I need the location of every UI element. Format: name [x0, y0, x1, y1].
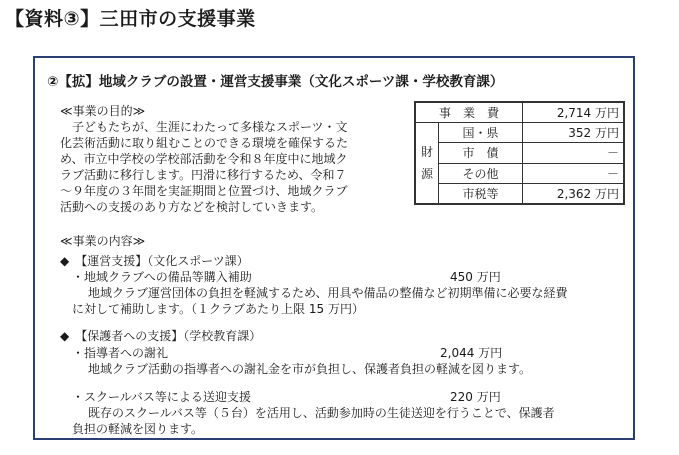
section-operation-support-title: ◆ 【運営支援】（文化スポーツ課）	[60, 254, 249, 268]
page-title: 【資料③】三田市の支援事業	[5, 8, 256, 30]
item-desc-line: 地域クラブ活動の指導者への謝礼金を市が負担し、保護者負担の軽減を図ります。	[88, 362, 532, 376]
purpose-line: ラブ活動に移行します。円滑に移行するため、令和７	[60, 168, 347, 182]
budget-source-label: 財源	[416, 123, 439, 204]
purpose-text	[60, 119, 348, 215]
budget-row-value: －	[523, 163, 624, 183]
purpose-line: め、市立中学校の学校部活動を令和８年度中に地域ク	[60, 152, 348, 166]
item-desc-line: 地域クラブ運営団体の負担を軽減するため、用具や備品の整備など初期準備に必要な経費	[88, 286, 568, 300]
budget-row-value: 2,362 万円	[523, 183, 624, 203]
content-heading: ≪事業の内容≫	[60, 234, 146, 248]
item-desc-line: 既存のスクールバス等（５台）を活用し、活動参加時の生徒送迎を行うことで、保護者	[88, 406, 555, 420]
item-name: ・指導者への謝礼	[72, 346, 169, 360]
budget-total-label: 事 業 費	[416, 103, 523, 123]
purpose-line: ～９年度の３年間を実証期間と位置づけ、地域クラブ	[60, 184, 348, 198]
purpose-heading: ≪事業の目的≫	[60, 104, 146, 118]
budget-row-label: 国・県	[439, 123, 523, 143]
budget-row-label: 市税等	[439, 183, 523, 203]
section-title: ②【拡】地域クラブの設置・運営支援事業（文化スポーツ課・学校教育課）	[47, 74, 504, 90]
item-amount: 220 万円	[450, 390, 501, 404]
budget-row-value: －	[523, 143, 624, 163]
budget-row-label: その他	[439, 163, 523, 183]
section-guardian-support-title: ◆ 【保護者への支援】（学校教育課）	[60, 329, 262, 343]
item-desc-line: に対して補助します。（１クラブあたり上限 15 万円）	[72, 302, 364, 316]
purpose-line: 活動への支援のあり方などを検討していきます。	[60, 200, 324, 214]
budget-table	[414, 101, 625, 205]
budget-row-label: 市 債	[439, 143, 523, 163]
purpose-line: 化芸術活動に取り組むことのできる環境を確保するた	[60, 136, 349, 150]
purpose-line: 子どもたちが、生涯にわたって多様なスポーツ・文	[60, 120, 348, 134]
item-name: ・スクールバス等による送迎支援	[72, 390, 251, 404]
item-amount: 450 万円	[450, 270, 501, 284]
item-amount: 2,044 万円	[440, 346, 503, 360]
budget-row-value: 352 万円	[523, 123, 624, 143]
item-desc-line: 負担の軽減を図ります。	[72, 422, 204, 436]
item-name: ・地域クラブへの備品等購入補助	[72, 270, 252, 284]
budget-total-value: 2,714 万円	[523, 103, 624, 123]
